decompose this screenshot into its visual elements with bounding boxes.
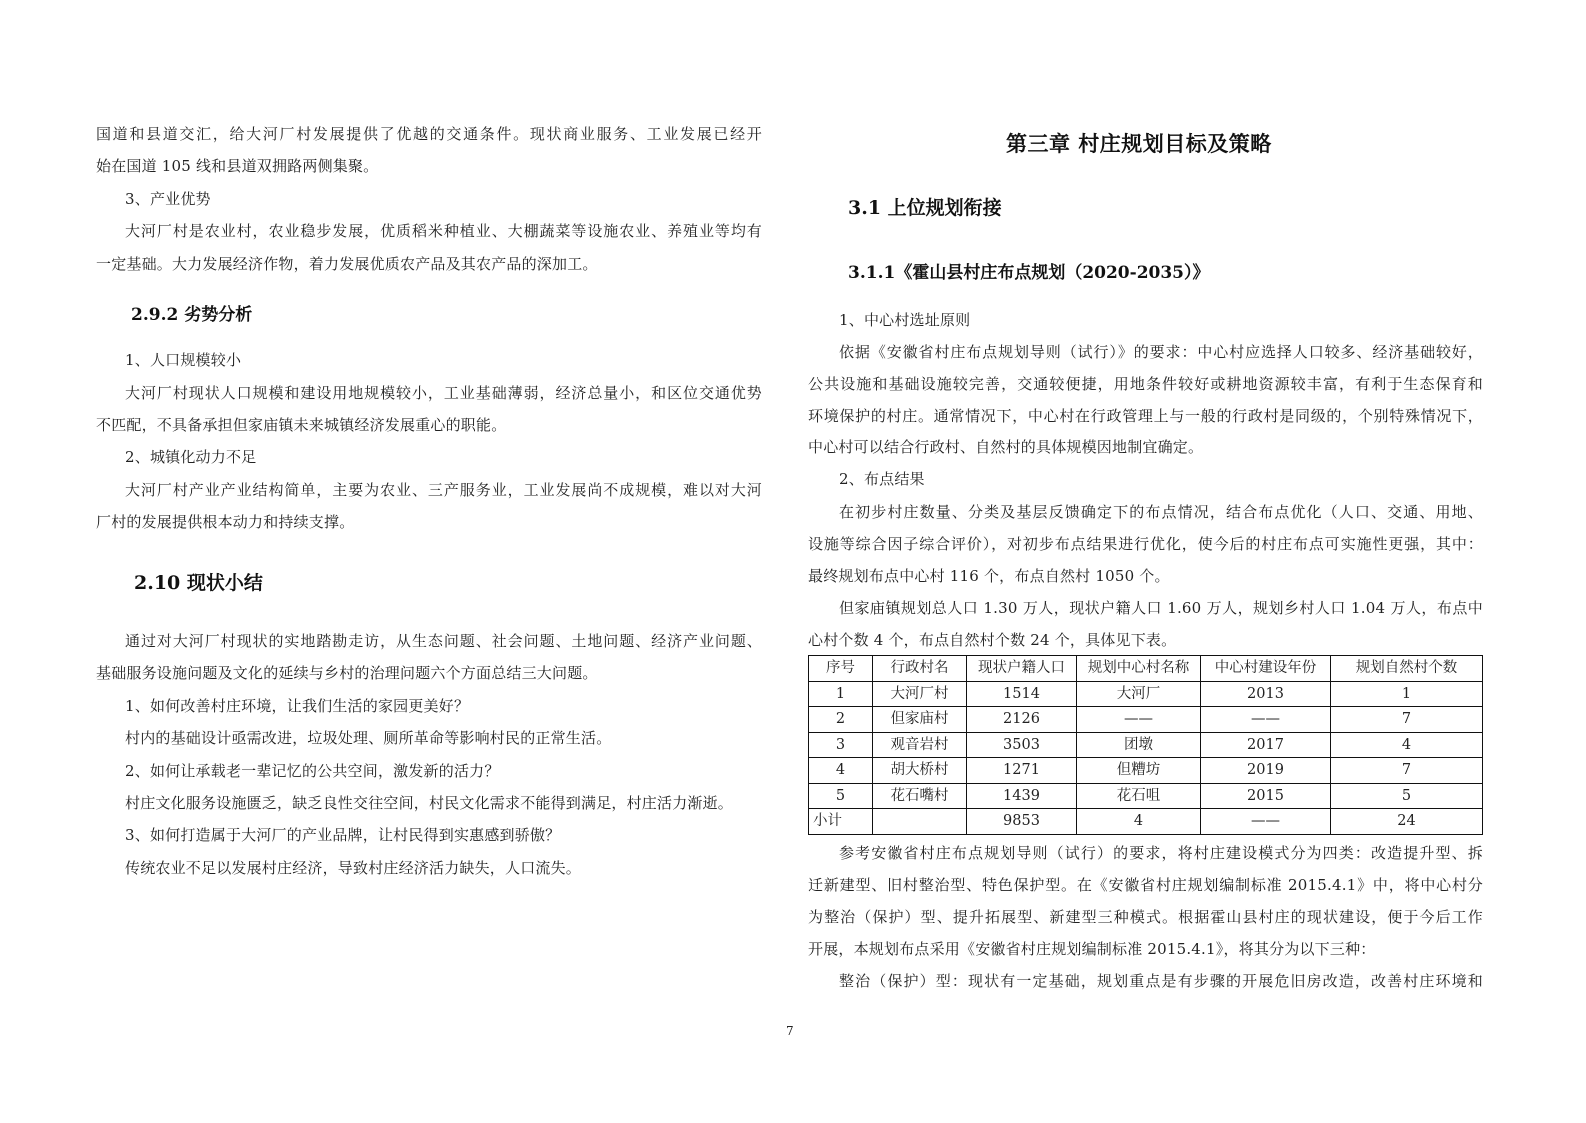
paragraph-line: 依据《安徽省村庄布点规划导则（试行）》的要求：中心村应选择人口较多、经济基础较好， <box>839 343 1483 361</box>
table-cell: 4 <box>809 758 873 784</box>
table-header-cell: 现状户籍人口 <box>967 656 1077 682</box>
table-header-cell: 中心村建设年份 <box>1201 656 1331 682</box>
table-header-row <box>809 656 1483 682</box>
table-cell: 4 <box>1331 732 1483 758</box>
table-cell: —— <box>1201 809 1331 835</box>
paragraph-line: 为整治（保护）型、提升拓展型、新建型三种模式。根据霍山县村庄的现状建设，便于今后工作 <box>808 908 1483 926</box>
chapter-title: 第三章 村庄规划目标及策略 <box>1006 131 1272 156</box>
table-total-row <box>809 809 1483 835</box>
section-heading: 3.1 上位规划衔接 <box>848 197 1002 219</box>
table-cell: 24 <box>1331 809 1483 835</box>
paragraph-line: 不匹配，不具备承担但家庙镇未来城镇经济发展重心的职能。 <box>96 416 507 434</box>
answer: 村内的基础设计亟需改进，垃圾处理、厕所革命等影响村民的正常生活。 <box>125 729 612 747</box>
table-cell: 花石咀 <box>1077 783 1201 809</box>
table-row <box>809 681 1483 707</box>
paragraph-line: 中心村可以结合行政村、自然村的具体规模因地制宜确定。 <box>808 438 1204 456</box>
table-cell: —— <box>1201 707 1331 733</box>
paragraph-line: 通过对大河厂村现状的实地踏勘走访，从生态问题、社会问题、土地问题、经济产业问题、 <box>125 632 762 650</box>
table-cell: 2019 <box>1201 758 1331 784</box>
table-cell: 7 <box>1331 707 1483 733</box>
table-row <box>809 783 1483 809</box>
list-item: 2、布点结果 <box>839 470 925 488</box>
list-item: 1、中心村选址原则 <box>839 311 971 329</box>
table-cell: 1271 <box>967 758 1077 784</box>
table-cell <box>873 809 967 835</box>
paragraph-line: 但家庙镇规划总人口 1.30 万人，现状户籍人口 1.60 万人，规划乡村人口 1.04 万人，布点中 <box>839 599 1483 617</box>
table-cell: 5 <box>1331 783 1483 809</box>
page-number: 7 <box>786 1024 794 1038</box>
table-header-cell: 规划中心村名称 <box>1077 656 1201 682</box>
question: 3、如何打造属于大河厂的产业品牌，让村民得到实惠感到骄傲？ <box>125 826 561 844</box>
table-cell: 1 <box>1331 681 1483 707</box>
table-cell: 大河厂村 <box>873 681 967 707</box>
list-item: 1、人口规模较小 <box>125 351 242 369</box>
table-cell: 1439 <box>967 783 1077 809</box>
table-cell: 但家庙村 <box>873 707 967 733</box>
table-cell: 7 <box>1331 758 1483 784</box>
table-header-cell: 规划自然村个数 <box>1331 656 1483 682</box>
table-cell: 3 <box>809 732 873 758</box>
paragraph-line: 大河厂村产业产业结构简单，主要为农业、三产服务业，工业发展尚不成规模，难以对大河 <box>125 481 762 499</box>
table-cell: 4 <box>1077 809 1201 835</box>
paragraph-line: 基础服务设施问题及文化的延续与乡村的治理问题六个方面总结三大问题。 <box>96 664 598 682</box>
table-cell: 团墩 <box>1077 732 1201 758</box>
paragraph-line: 参考安徽省村庄布点规划导则（试行）的要求，将村庄建设模式分为四类：改造提升型、拆 <box>839 844 1483 862</box>
table-cell: 1 <box>809 681 873 707</box>
paragraph-line: 一定基础。大力发展经济作物，着力发展优质农产品及其农产品的深加工。 <box>96 255 598 273</box>
subsection-heading: 3.1.1《霍山县村庄布点规划（2020-2035）》 <box>848 263 1210 283</box>
table-cell: 5 <box>809 783 873 809</box>
table-row <box>809 707 1483 733</box>
paragraph-line: 环境保护的村庄。通常情况下，中心村在行政管理上与一般的行政村是同级的，个别特殊情况下， <box>808 407 1483 425</box>
paragraph-line: 厂村的发展提供根本动力和持续支撑。 <box>96 513 355 531</box>
paragraph-line: 迁新建型、旧村整治型、特色保护型。在《安徽省村庄规划编制标准 2015.4.1》中，将中心村分 <box>808 876 1483 894</box>
paragraph-line: 大河厂村是农业村，农业稳步发展，优质稻米种植业、大棚蔬菜等设施农业、养殖业等均有 <box>125 222 762 240</box>
table-cell: 2017 <box>1201 732 1331 758</box>
table-cell: 胡大桥村 <box>873 758 967 784</box>
paragraph-line: 公共设施和基础设施较完善，交通较便捷，用地条件较好或耕地资源较丰富，有利于生态保育和 <box>808 375 1483 393</box>
answer: 村庄文化服务设施匮乏，缺乏良性交往空间，村民文化需求不能得到满足，村庄活力渐逝。 <box>125 794 734 812</box>
question: 2、如何让承载老一辈记忆的公共空间，激发新的活力？ <box>125 762 500 780</box>
section-heading: 2.10 现状小结 <box>134 572 263 594</box>
table-cell: 花石嘴村 <box>873 783 967 809</box>
table-cell: 但糟坊 <box>1077 758 1201 784</box>
section-heading: 2.9.2 劣势分析 <box>131 305 253 325</box>
table-cell: 1514 <box>967 681 1077 707</box>
table-cell: 小计 <box>809 809 873 835</box>
paragraph-line: 在初步村庄数量、分类及基层反馈确定下的布点情况，结合布点优化（人口、交通、用地、 <box>839 503 1483 521</box>
list-item: 2、城镇化动力不足 <box>125 448 257 466</box>
table-cell: 3503 <box>967 732 1077 758</box>
table-header-cell: 序号 <box>809 656 873 682</box>
table-header-cell: 行政村名 <box>873 656 967 682</box>
paragraph-line: 最终规划布点中心村 116 个，布点自然村 1050 个。 <box>808 567 1170 585</box>
paragraph-line: 心村个数 4 个，布点自然村个数 24 个，具体见下表。 <box>808 631 1177 649</box>
table-cell: 2013 <box>1201 681 1331 707</box>
table-row <box>809 758 1483 784</box>
paragraph-line: 大河厂村现状人口规模和建设用地规模较小，工业基础薄弱，经济总量小，和区位交通优势 <box>125 384 762 402</box>
table-cell: 2 <box>809 707 873 733</box>
paragraph-line: 整治（保护）型：现状有一定基础，规划重点是有步骤的开展危旧房改造，改善村庄环境和 <box>839 972 1483 990</box>
table-cell: —— <box>1077 707 1201 733</box>
table-cell: 大河厂 <box>1077 681 1201 707</box>
paragraph-line: 设施等综合因子综合评价），对初步布点结果进行优化，使今后的村庄布点可实施性更强，其中： <box>808 535 1483 553</box>
paragraph-line: 国道和县道交汇，给大河厂村发展提供了优越的交通条件。现状商业服务、工业发展已经开 <box>96 125 762 143</box>
planning-table <box>808 655 1483 835</box>
paragraph-line: 始在国道 105 线和县道双拥路两侧集聚。 <box>96 157 379 175</box>
table-cell: 观音岩村 <box>873 732 967 758</box>
paragraph-line: 开展，本规划布点采用《安徽省村庄规划编制标准 2015.4.1》，将其分为以下三种： <box>808 940 1376 958</box>
table-cell: 2015 <box>1201 783 1331 809</box>
list-item: 3、产业优势 <box>125 190 211 208</box>
table-row <box>809 732 1483 758</box>
answer: 传统农业不足以发展村庄经济，导致村庄经济活力缺失，人口流失。 <box>125 859 582 877</box>
table-cell: 9853 <box>967 809 1077 835</box>
table-cell: 2126 <box>967 707 1077 733</box>
question: 1、如何改善村庄环境，让我们生活的家园更美好？ <box>125 697 470 715</box>
